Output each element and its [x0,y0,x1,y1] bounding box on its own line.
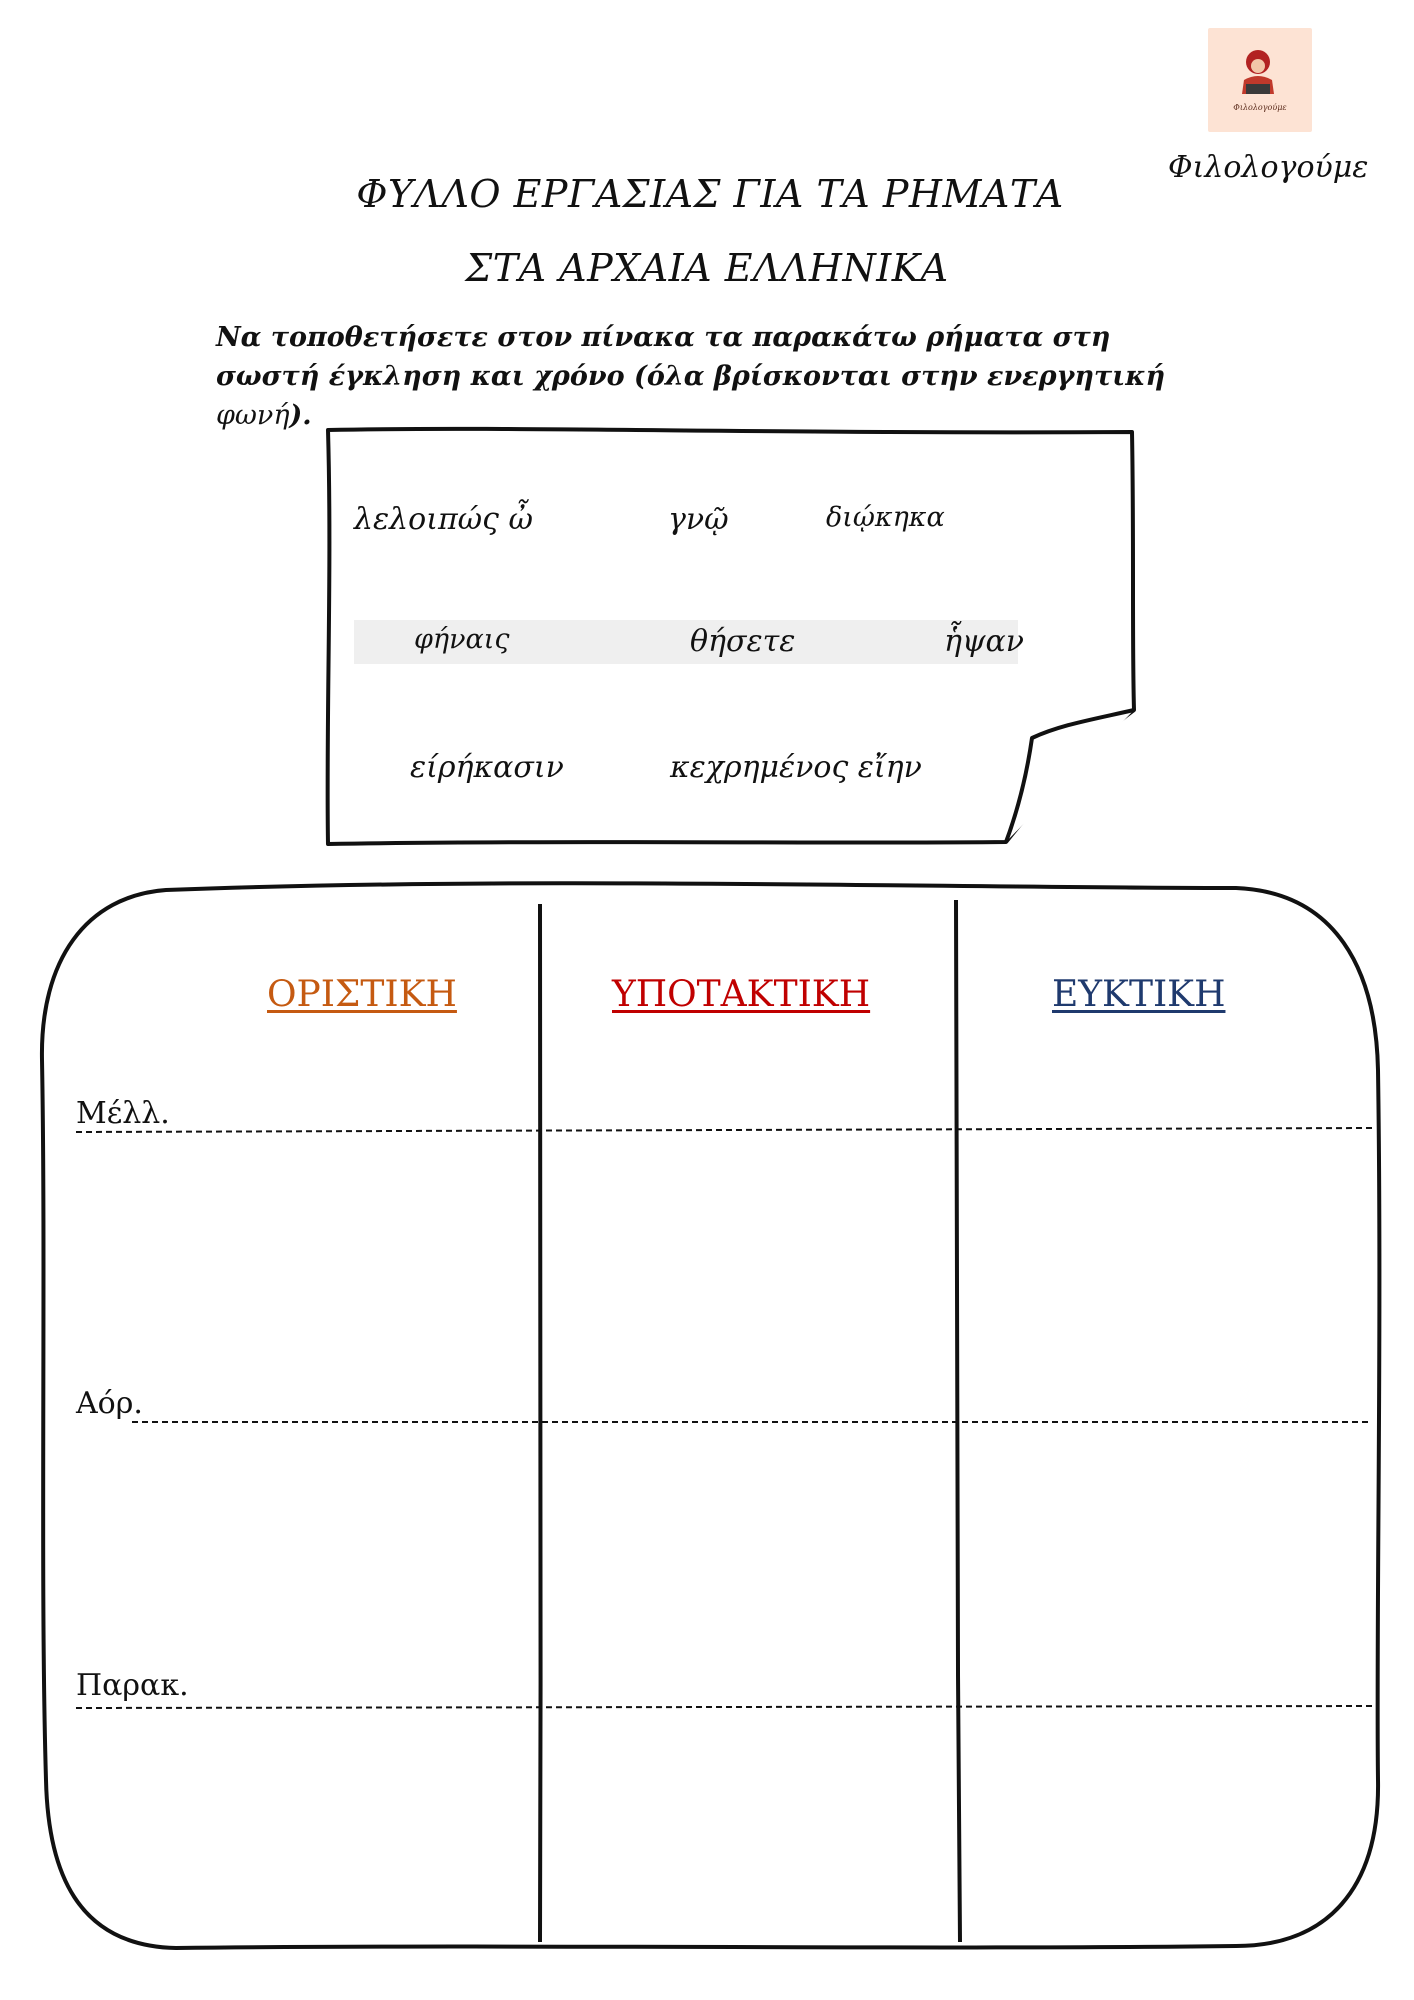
instructions-plain: φωνή [216,400,290,431]
verb-1: λελοιπώς ὦ [354,502,533,537]
verb-table [36,880,1386,1960]
verb-row-1 [354,498,944,542]
verb-7: είρήκασιν [410,750,564,785]
reading-girl-logo-icon [1208,28,1312,132]
verb-row-2 [354,620,1024,664]
row-label-aorist: Αόρ. [76,1386,143,1421]
verb-8: κεχρημένος εἴην [670,750,922,785]
instructions-end: ). [289,400,312,431]
verb-6: ἧψαν [944,624,1024,659]
svg-text:Φιλολογούμε: Φιλολογούμε [1233,103,1287,112]
row-label-future: Μέλλ. [76,1096,170,1131]
logo [1208,28,1312,132]
page-title-line-1: ΦΥΛΛΟ ΕΡΓΑΣΙΑΣ ΓΙΑ ΤΑ ΡΗΜΑΤΑ [356,172,1064,216]
row-label-perfect: Παρακ. [76,1668,189,1703]
instructions-text [216,318,1196,435]
column-header-euktiki: ΕΥΚΤΙΚΗ [1052,974,1226,1015]
page-title-line-2: ΣΤΑ ΑΡΧΑΙΑ ΕΛΛΗΝΙΚΑ [465,246,949,290]
verb-5: θήσετε [690,624,796,659]
verb-3: διῴκηκα [826,502,945,533]
column-header-ypotaktiki: ΥΠΟΤΑΚΤΙΚΗ [612,974,871,1015]
instructions-bold: Να τοποθετήσετε στον πίνακα τα παρακάτω ρήματα στη σωστή έγκληση και χρόνο (όλα βρίσκονται στην ενεργητική [216,322,1166,392]
verb-4: φήναις [414,624,510,655]
logo-caption: Φιλολογούμε [1168,150,1369,185]
column-header-oristiki: ΟΡΙΣΤΙΚΗ [267,974,457,1015]
verb-2: γνῷ [668,502,729,537]
